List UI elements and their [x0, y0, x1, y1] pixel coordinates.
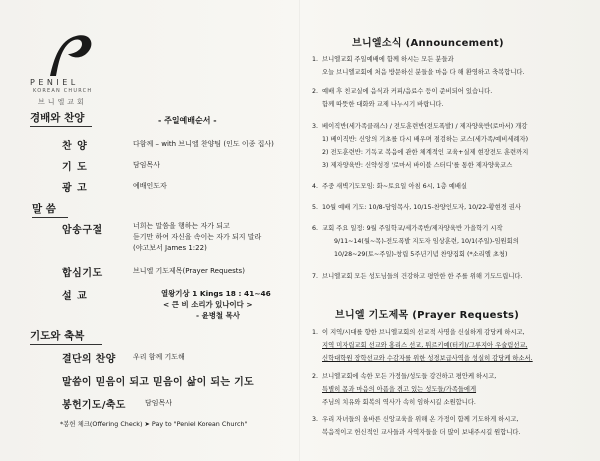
prayer-section-title: 기도와 축복 [30, 330, 85, 342]
brand-name: PENIEL [30, 78, 79, 87]
hymn-line: 말씀이 믿음이 되고 믿음이 삶이 되는 기도 [62, 377, 255, 388]
praise-label: 찬 양 [62, 141, 88, 152]
item-line: 주님의 치유와 회복의 역사가 속히 임하시길 소원합니다. [322, 399, 476, 406]
item-line: 오늘 브니엘교회에 처음 방문하신 분들을 마음 다 해 환영하고 축복합니다. [322, 69, 525, 76]
item-line: 예배 후 친교실에 음식과 커피/음료수 등이 준비되어 있습니다. [322, 88, 493, 95]
offering-label: 봉헌기도/축도 [62, 400, 126, 411]
item-line: 지역 미자립교회 선교와 홍리스 선교, 튀르키예(터키)/그루지아 우술림선교, [322, 342, 528, 349]
item-line: 주중 새벽기도모임: 화~토요일 아침 6시, 1층 예배실 [322, 183, 467, 190]
item-line: 1) 베이직반: 신앙의 기초를 다시 배우며 점검하는 코스(세가족/예비세례자) [322, 136, 529, 143]
sermon-pastor: - 윤병철 목사 [196, 311, 240, 320]
item-line: 브니엘교회 주일예배에 함께 하시는 모든 분들과 [322, 56, 454, 63]
offering-note: *봉헌 체크(Offering Check) ➤ Pay to "Peniel Korean Church" [60, 420, 248, 428]
recite-line-3: (야고보서 James 1:22) [133, 244, 207, 252]
word-underline [32, 217, 68, 218]
unison-value: 브니엘 기도제목(Prayer Requests) [133, 267, 245, 275]
item-line: 9/11~14(월~목)-전도폭발 지도자 임상훈련, 10/1(주일)-임원회의 [334, 238, 519, 245]
recite-label: 암송구절 [62, 225, 103, 236]
item-line: 베이직반(세가족클래스) / 전도훈련반(전도폭발) / 제자양육반(로마서) 개강 [322, 123, 528, 130]
item-line: 함께 따뜻한 대화와 교제 나누시기 바랍니다. [322, 101, 444, 108]
item-line: 2) 전도훈련반: 기독교 복음에 관한 체계적인 교육+실제 현장전도 훈련까지 [322, 149, 529, 156]
sermon-label: 설 교 [62, 291, 88, 302]
item-number: 6. [312, 225, 319, 232]
recite-line-2: 듣기만 하여 자신을 속이는 자가 되지 말라 [133, 233, 262, 241]
item-line: 우리 자녀들의 올바른 신앙교육을 위해 온 가정이 함께 기도하게 하시고, [322, 416, 519, 423]
item-line: 3) 제자양육반: 신약성경 '로마서 바이블 스터디'를 통한 제자양육코스 [322, 162, 513, 169]
page-fold [299, 0, 300, 461]
decision-value: 우리 함께 기도해 [133, 353, 185, 361]
item-line: 10/28~29(토~주일)-창립 5주년기념 찬양집회 (*소리엘 초청) [334, 251, 508, 258]
item-number: 1. [312, 56, 319, 63]
item-line: 특별히 몸과 마음의 아픔을 겪고 있는 성도들/가족들에게 [322, 386, 477, 393]
item-line: 신학대학원 장학선교와 수감자를 위한 성경보급사역을 성실히 감당케 하소서. [322, 355, 533, 362]
item-number: 3. [312, 416, 319, 423]
item-number: 5. [312, 204, 319, 211]
prayer-section-underline [30, 344, 102, 345]
item-number: 2. [312, 373, 319, 380]
item-line: 복음적이고 헌신적인 교사들과 사역자들을 더 많이 보내주시길 원합니다. [322, 429, 521, 436]
sermon-ref: 열왕기상 1 Kings 18 : 41~46 [161, 289, 271, 298]
item-number: 2. [312, 88, 319, 95]
ad-value: 예배인도자 [133, 182, 167, 190]
announcement-title: 브니엘소식 (Announcement) [352, 38, 504, 49]
order-title: - 주일예배순서 - [158, 116, 217, 125]
logo-mark-icon [40, 28, 100, 78]
item-number: 4. [312, 183, 319, 190]
prayer-label: 기 도 [62, 162, 88, 173]
word-title: 말 씀 [32, 203, 56, 215]
item-line: 브니엘교회에 속한 모든 가정들/성도들 강건하고 평안케 하시고, [322, 373, 497, 380]
ad-label: 광 고 [62, 183, 88, 194]
item-line: 브니엘교회 모든 성도님들의 건강하고 평안한 한 주를 위해 기도드립니다. [322, 273, 523, 280]
item-line: 이 지역/시대를 향한 브니엘교회의 선교적 사명을 신실하게 감당케 하시고, [322, 329, 525, 336]
brand-sub: KOREAN CHURCH [33, 88, 93, 94]
item-number: 3. [312, 123, 319, 130]
item-number: 7. [312, 273, 319, 280]
unison-label: 합심기도 [62, 268, 103, 279]
decision-label: 결단의 찬양 [62, 354, 116, 365]
prayer-value: 담임목사 [133, 161, 161, 169]
offering-value: 담임목사 [145, 399, 173, 407]
item-line: 교회 주요 일정: 9월 주일학교/세가족반/제자양육반 가을학기 시작 [322, 225, 503, 232]
prayer-requests-title: 브니엘 기도제목 (Prayer Requests) [335, 310, 520, 321]
item-line: 10월 예배 기도: 10/8-담임목사, 10/15-찬양인도자, 10/22-황현경 권사 [322, 204, 521, 211]
sermon-title: < 큰 비 소리가 있나이다 > [163, 300, 253, 309]
worship-title: 경배와 찬양 [30, 112, 85, 124]
worship-underline [30, 126, 92, 127]
recite-line-1: 너희는 말씀을 행하는 자가 되고 [133, 222, 230, 230]
item-number: 1. [312, 329, 319, 336]
brand-korean: 브니엘교회 [38, 98, 87, 106]
praise-value: 다함께 – with 브니엘 찬양팀 (인도 이종 집사) [133, 140, 274, 148]
